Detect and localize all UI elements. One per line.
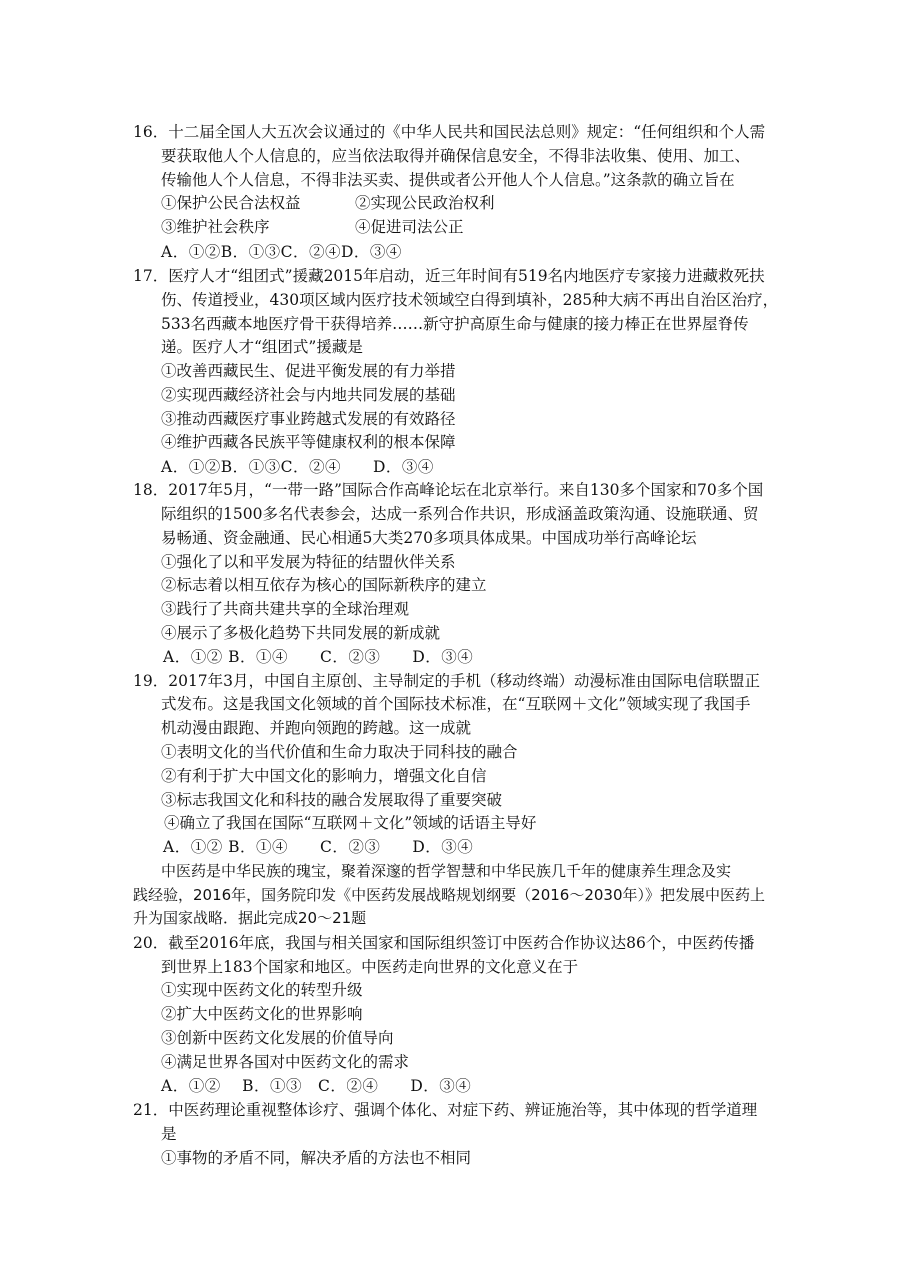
passage-intro-line-1: 中医药是中华民族的瑰宝，聚着深邃的哲学智慧和中华民族几千年的健康养生理念及实 [161,862,732,880]
passage-intro-line-2: 践经验，2016年，国务院印发《中医药发展战略规划纲要（2016～2030年）》把发展中医药上 [133,886,766,904]
question-17-answers: A．①②B．①③C．②④ D．③④ [161,458,434,476]
question-17-line-2: 伤、传道授业，430项区域内医疗技术领域空白得到填补，285种大病不再出自治区治疗， [161,291,779,309]
question-18-line-1: 18．2017年5月，“一带一路”国际合作高峰论坛在北京举行。来自130多个国家和70多个国 [133,481,764,499]
question-21-option-1: ①事物的矛盾不同，解决矛盾的方法也不相同 [161,1149,472,1167]
question-18-line-2: 际组织的1500多名代表参会，达成一系列合作共识，形成涵盖政策沟通、设施联通、贸 [161,505,759,523]
question-20-line-2: 到世界上183个国家和地区。中医药走向世界的文化意义在于 [161,958,579,976]
question-16-option-2: ②实现公民政治权利 [355,194,495,212]
question-16-line-2: 要获取他人个人信息的，应当依法取得并确保信息安全，不得非法收集、使用、加工、 [161,147,751,165]
question-20-option-2: ②扩大中医药文化的世界影响 [161,1005,363,1023]
question-19-option-2: ②有利于扩大中国文化的影响力，增强文化自信 [161,767,487,785]
question-18-answers: A．①② B．①④ C．②③ D．③④ [163,648,474,666]
question-16-line-3: 传输他人个人信息，不得非法买卖、提供或者公开他人个人信息。”这条款的确立旨在 [161,171,735,189]
question-19-answers: A．①② B．①④ C．②③ D．③④ [163,838,474,856]
question-19-option-3: ③标志我国文化和科技的融合发展取得了重要突破 [161,791,503,809]
question-21-line-1: 21．中医药理论重视整体诊疗、强调个体化、对症下药、辨证施治等，其中体现的哲学道理 [133,1101,758,1119]
question-19-line-2: 式发布。这是我国文化领域的首个国际技术标准，在“互联网＋文化”领域实现了我国手 [161,695,751,713]
question-20-answers: A．①② B．①③ C．②④ D．③④ [161,1077,472,1095]
question-19-option-1: ①表明文化的当代价值和生命力取决于同科技的融合 [161,743,518,761]
question-18-line-3: 易畅通、资金融通、民心相通5大类270多项具体成果。中国成功举行高峰论坛 [161,529,697,547]
question-18-option-3: ③践行了共商共建共享的全球治理观 [161,600,410,618]
question-19-option-4: ④确立了我国在国际“互联网＋文化”领域的话语主导好 [164,814,537,832]
question-18-option-4: ④展示了多极化趋势下共同发展的新成就 [161,624,441,642]
question-17-line-1: 17．医疗人才“组团式”援藏2015年启动，近三年时间有519名内地医疗专家接力进藏救死扶 [133,267,765,285]
passage-intro-line-3: 升为国家战略．据此完成20～21题 [133,909,367,927]
question-18-option-1: ①强化了以和平发展为特征的结盟伙伴关系 [161,553,456,571]
question-19-line-3: 机动漫由跟跑、并跑向领跑的跨越。这一成就 [161,719,472,737]
question-20-option-1: ①实现中医药文化的转型升级 [161,981,363,999]
question-16-option-1: ①保护公民合法权益 [161,194,301,212]
question-16-answers: A．①②B．①③C．②④D．③④ [161,243,402,261]
question-17-option-2: ②实现西藏经济社会与内地共同发展的基础 [161,386,456,404]
question-20-line-1: 20．截至2016年底，我国与相关国家和国际组织签订中医药合作协议达86个，中医药传播 [133,934,755,952]
question-21-line-2: 是 [161,1125,177,1143]
question-17-option-4: ④维护西藏各民族平等健康权利的根本保障 [161,433,456,451]
question-16-line-1: 16．十二届全国人大五次会议通过的《中华人民共和国民法总则》规定：“任何组织和个人需 [133,123,766,141]
question-19-line-1: 19．2017年3月，中国自主原创、主导制定的手机（移动终端）动漫标准由国际电信联盟正 [133,672,761,690]
question-17-option-3: ③推动西藏医疗事业跨越式发展的有效路径 [161,410,456,428]
question-16-option-3: ③维护社会秩序 [161,218,270,236]
question-17-line-3: 533名西藏本地医疗骨干获得培养……新守护高原生命与健康的接力棒正在世界屋脊传 [161,315,749,333]
question-20-option-3: ③创新中医药文化发展的价值导向 [161,1029,394,1047]
question-20-option-4: ④满足世界各国对中医药文化的需求 [161,1053,410,1071]
question-18-option-2: ②标志着以相互依存为核心的国际新秩序的建立 [161,576,487,594]
question-16-option-4: ④促进司法公正 [355,218,464,236]
question-17-line-4: 递。医疗人才“组团式”援藏是 [161,338,363,356]
question-17-option-1: ①改善西藏民生、促进平衡发展的有力举措 [161,362,456,380]
